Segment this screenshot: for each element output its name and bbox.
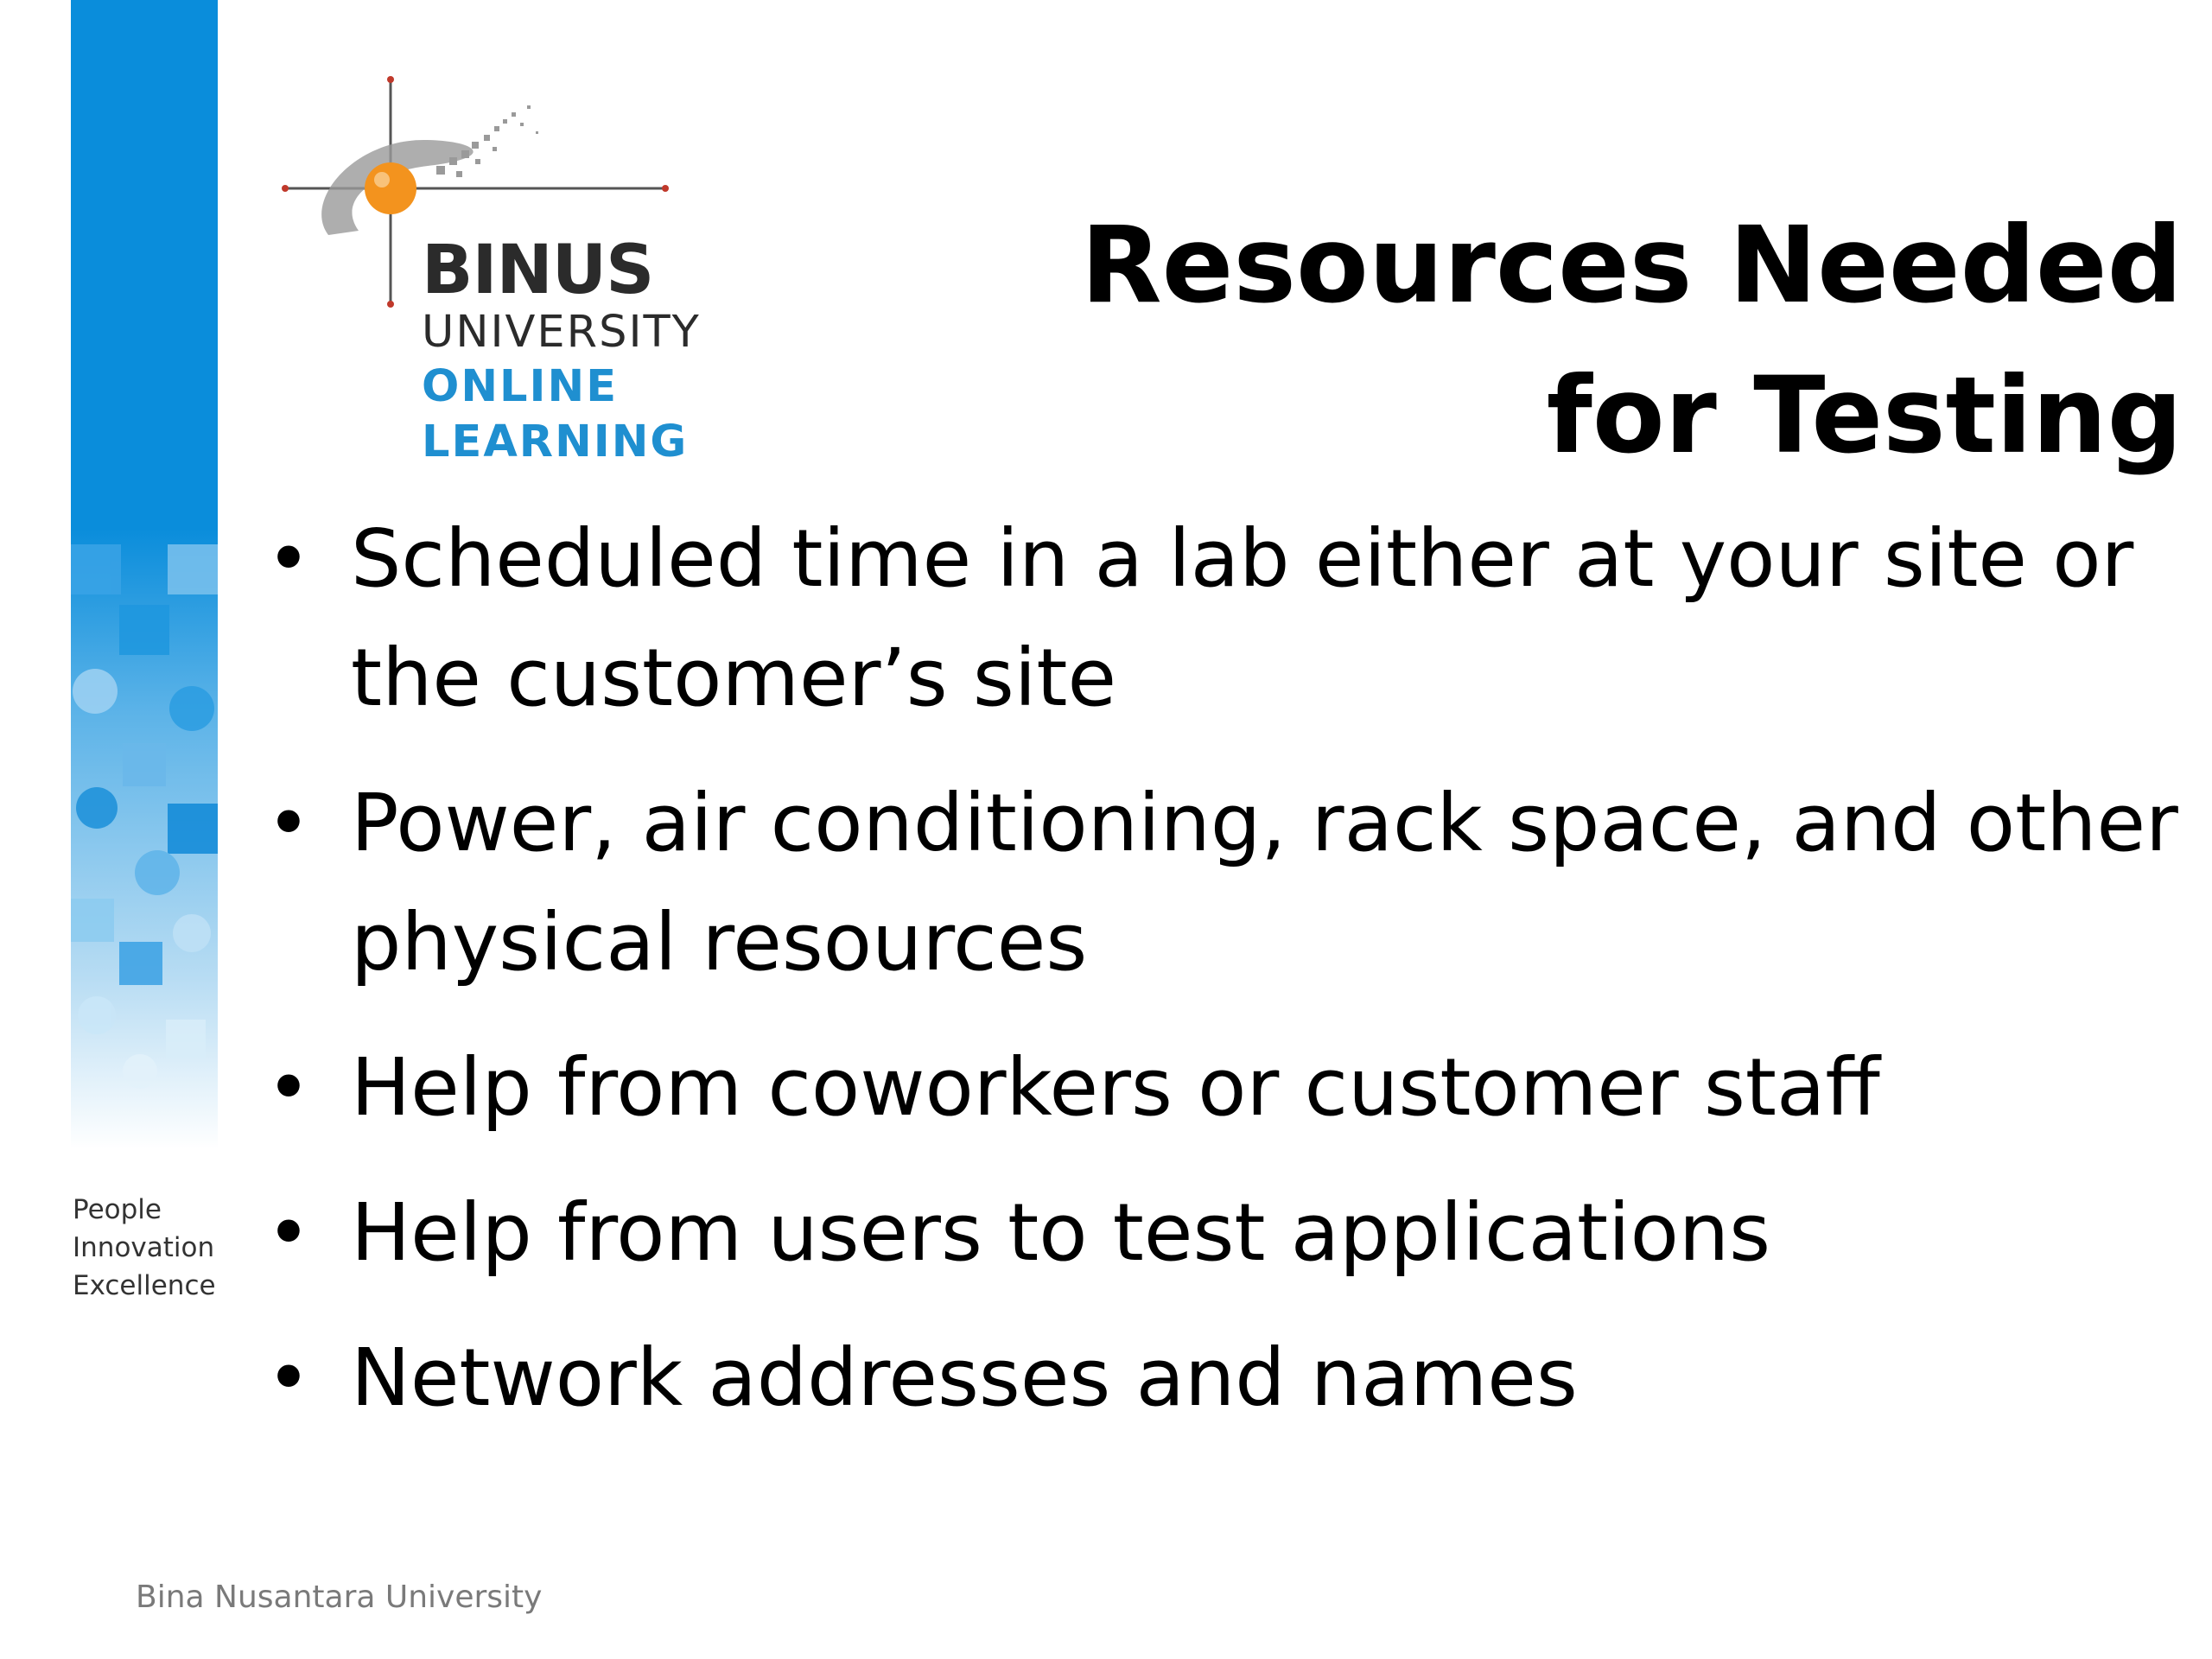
logo-online: ONLINE: [422, 361, 619, 412]
bullet-item: • Network addresses and names: [259, 1319, 2195, 1438]
logo-wordmark: [422, 232, 701, 470]
logo-university: UNIVERSITY: [422, 307, 701, 358]
bullet-item: • Power, air conditioning, rack space, and other physical resources: [259, 764, 2195, 1002]
bullet-item: • Help from users to test applications: [259, 1173, 2195, 1293]
slide-title: Resources Needed for Testing: [1080, 204, 2183, 477]
logo-learning: LEARNING: [422, 416, 689, 467]
bullet-item: • Help from coworkers or customer staff: [259, 1028, 2195, 1147]
tagline-excellence: Excellence: [73, 1270, 216, 1301]
logo-binus: BINUS: [422, 232, 654, 309]
bullet-list: [259, 499, 2195, 1464]
tagline-people: People: [73, 1194, 162, 1225]
footer-text: Bina Nusantara University: [136, 1580, 543, 1615]
decorative-side-band: [71, 0, 218, 1149]
binus-logo: [276, 71, 726, 477]
tagline-innovation: Innovation: [73, 1232, 215, 1263]
bullet-item: • Scheduled time in a lab either at your site or the customer’s site: [259, 499, 2195, 738]
mosaic-band-graphic: [71, 0, 218, 1149]
tagline: [73, 1191, 245, 1305]
